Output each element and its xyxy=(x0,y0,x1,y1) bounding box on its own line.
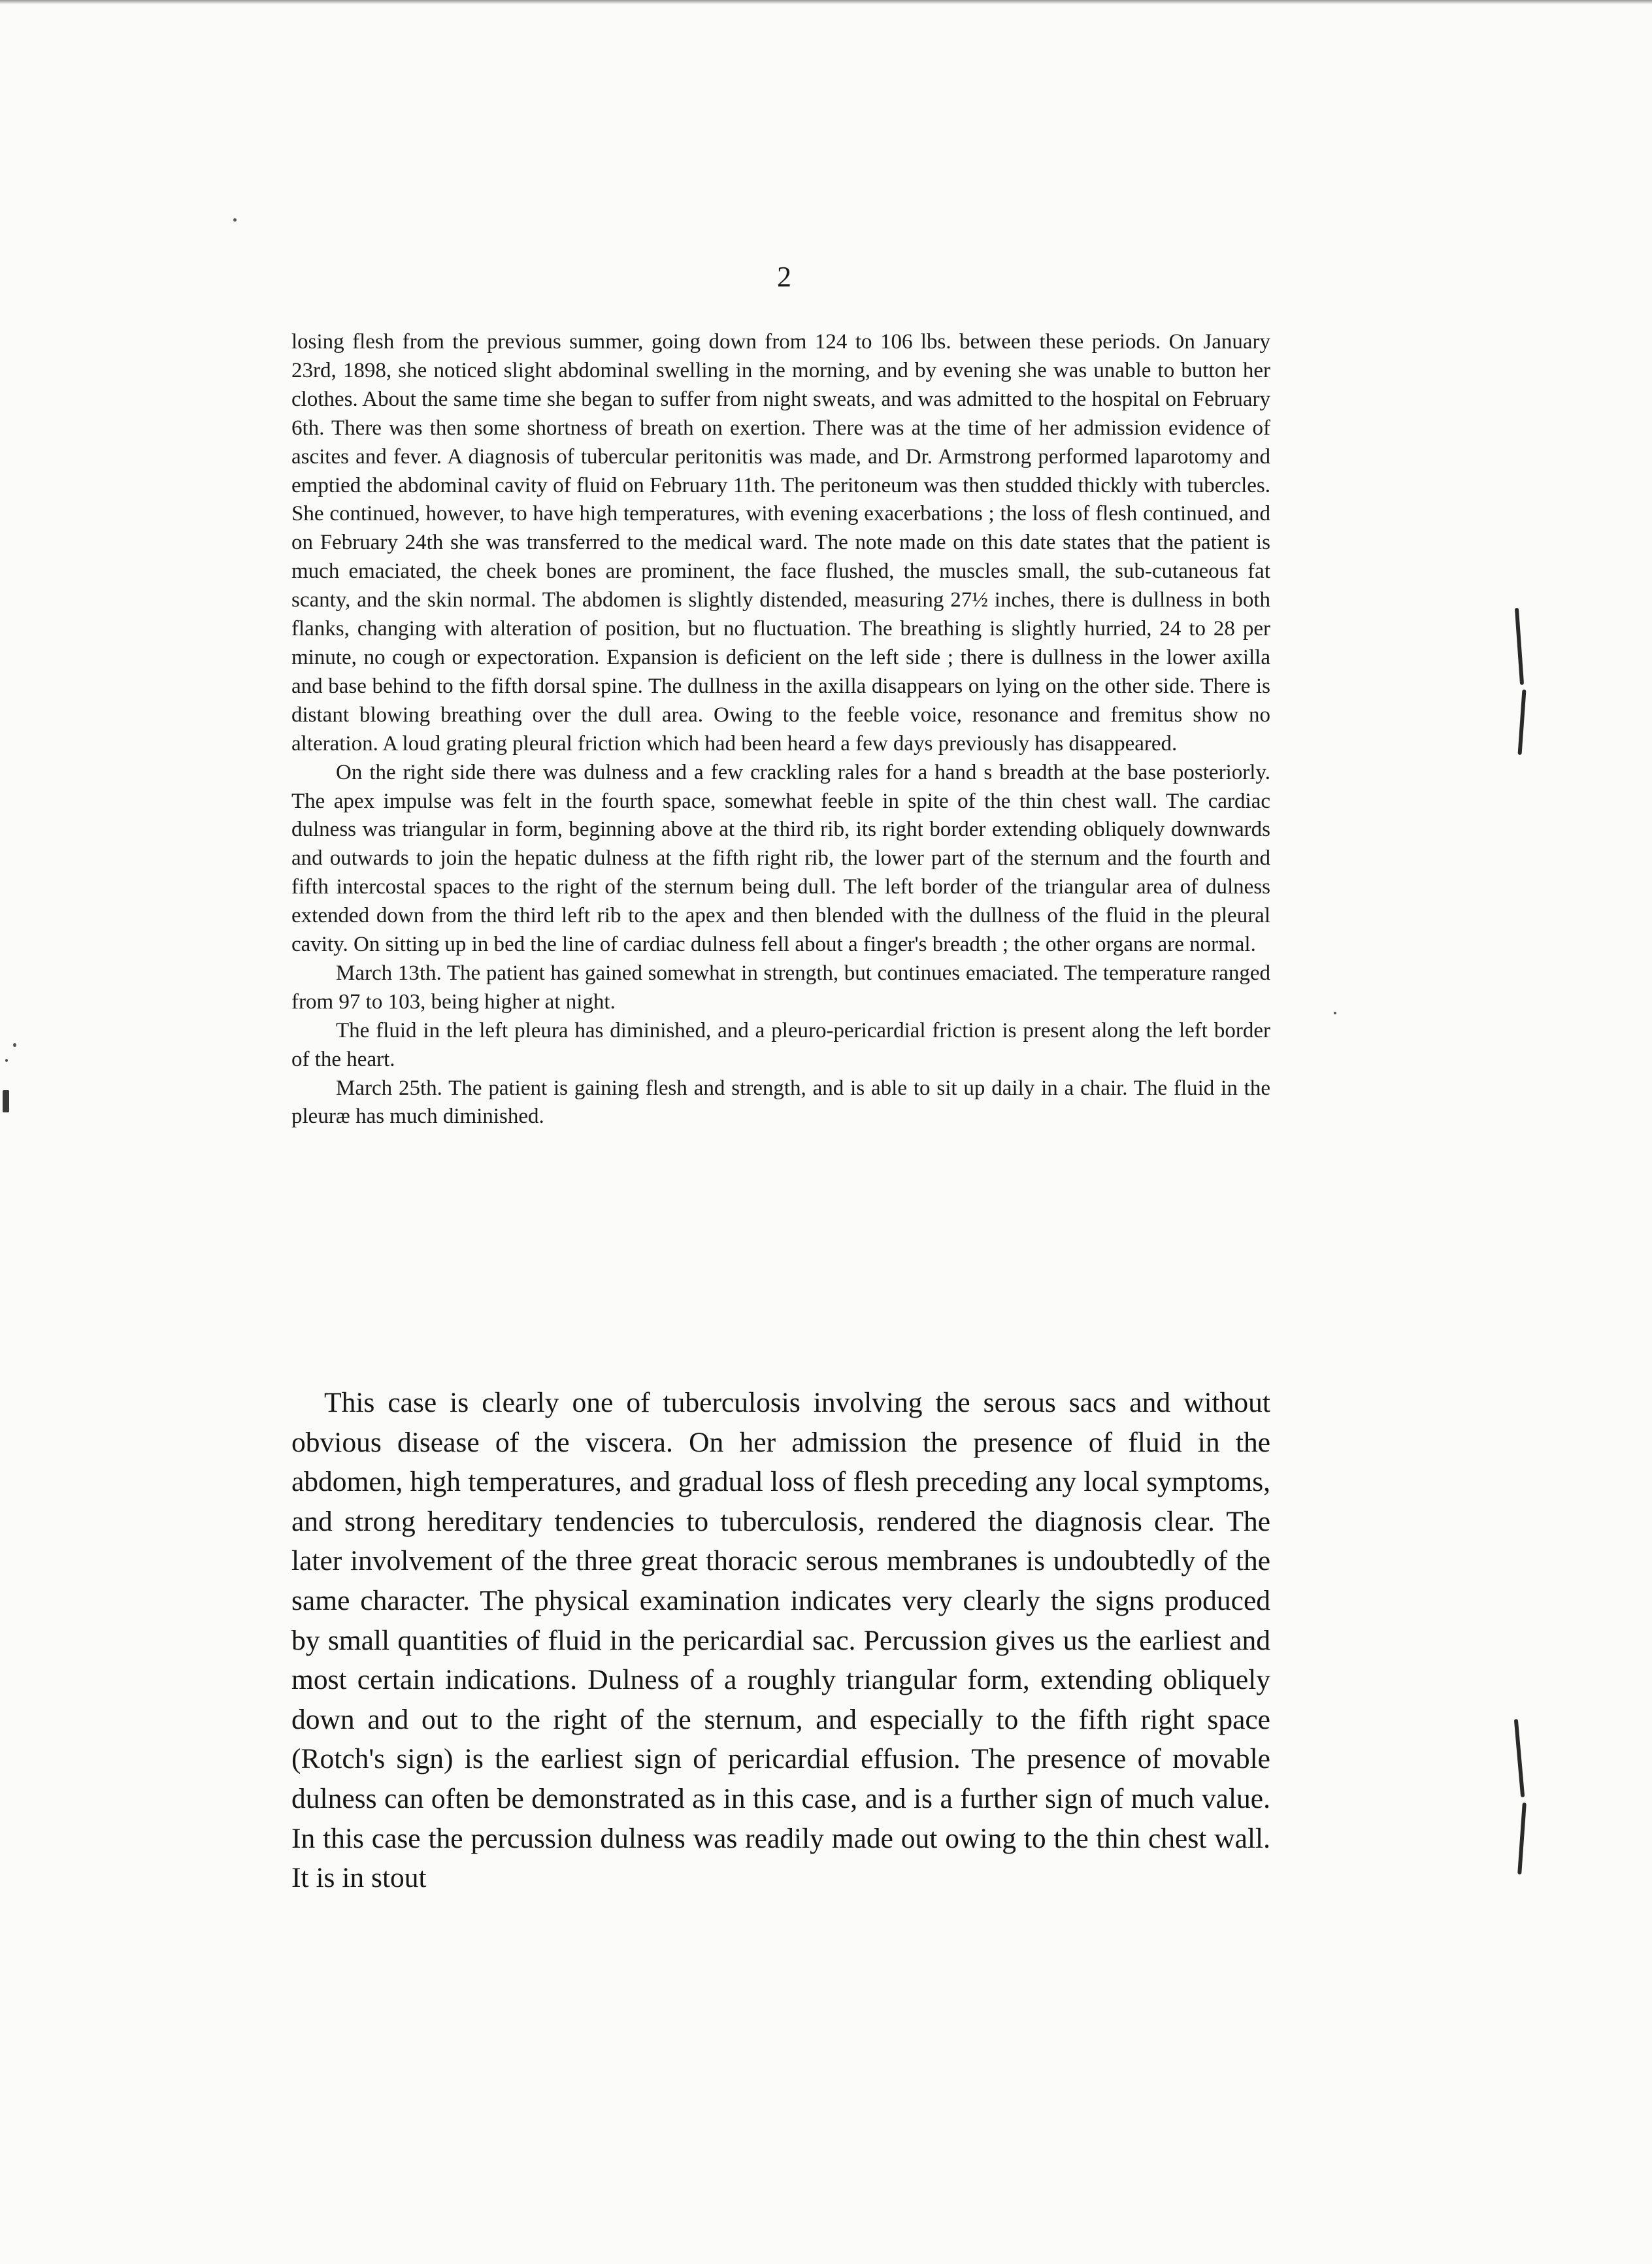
left-edge-speck xyxy=(13,1043,16,1047)
page-number: 2 xyxy=(777,261,791,293)
case-report-section xyxy=(291,328,1270,1131)
margin-mark-lower-bottom xyxy=(1517,1803,1527,1874)
scan-top-edge xyxy=(0,0,1652,4)
page-speck xyxy=(233,218,237,222)
margin-mark-lower-top xyxy=(1514,1719,1525,1797)
page-speck xyxy=(1334,1012,1336,1014)
left-edge-mark xyxy=(3,1090,9,1112)
case-paragraph-march-25: March 25th. The patient is gaining flesh and strength, and is able to sit up daily in a chair. The fluid in the pleuræ has much diminished. xyxy=(291,1076,1270,1129)
commentary-paragraph: This case is clearly one of tuberculosis involving the serous sacs and without obvious disease of the viscera. On her admission the presence of fluid in the abdomen, high temperatures, and gradual loss of flesh preceding any local symptoms, and strong hereditary tendencies to tuberculosis, rendered the diagnosis clear. The later involvement of the three great thoracic serous membranes is undoubtedly of the same character. The physical examination indicates very clearly the signs produced by small quantities of fluid in the pericardial sac. Percussion gives us the earliest and most certain indications. Dulness of a roughly triangular form, extending obliquely down and out to the right of the sternum, and especially to the fifth right space (Rotch's sign) is the earliest sign of pericardial effusion. The presence of movable dulness can often be demonstrated as in this case, and is a further sign of much value. In this case the percussion dulness was readily made out owing to the thin chest wall. It is in stout xyxy=(291,1387,1270,1894)
margin-mark-upper-top xyxy=(1515,608,1524,685)
case-paragraph-pleura-fluid: The fluid in the left pleura has diminished, and a pleuro-pericardial friction is present along the left border of the heart. xyxy=(291,1018,1270,1071)
margin-mark-upper-bottom xyxy=(1518,690,1527,755)
case-paragraph-history: losing flesh from the previous summer, going down from 124 to 106 lbs. between these periods. On January 23rd, 1898, she noticed slight abdominal swelling in the morning, and by evening she was unable to button her clothes. About the same time she began to suffer from night sweats, and was admitted to the hospital on February 6th. There was then some shortness of breath on exertion. There was at the time of her admission evidence of ascites and fever. A diagnosis of tubercular peritonitis was made, and Dr. Armstrong performed laparotomy and emptied the abdominal cavity of fluid on February 11th. The peritoneum was then studded thickly with tubercles. She continued, however, to have high temperatures, with evening exacerbations ; the loss of flesh continued, and on February 24th she was transferred to the medical ward. The note made on this date states that the patient is much emaciated, the cheek bones are prominent, the face flushed, the muscles small, the sub-cutaneous fat scanty, and the skin normal. The abdomen is slightly distended, measuring 27½ inches, there is dullness in both flanks, changing with alteration of position, but no fluctuation. The breathing is slightly hurried, 24 to 28 per minute, no cough or expectoration. Expansion is deficient on the left side ; there is dullness in the lower axilla and base behind to the fifth dorsal spine. The dullness in the axilla disappears on lying on the other side. There is distant blowing breathing over the dull area. Owing to the feeble voice, resonance and fremitus show no alteration. A loud grating pleural friction which had been heard a few days previously has disappeared. xyxy=(291,330,1270,756)
commentary-section xyxy=(291,1383,1270,1898)
case-paragraph-march-13: March 13th. The patient has gained somewhat in strength, but continues emaciated. The temperature ranged from 97 to 103, being higher at night. xyxy=(291,961,1270,1014)
left-edge-speck xyxy=(5,1059,8,1062)
case-paragraph-right-side: On the right side there was dulness and a few crackling rales for a hand s breadth at the base posteriorly. The apex impulse was felt in the fourth space, somewhat feeble in spite of the thin chest wall. The cardiac dulness was triangular in form, beginning above at the third rib, its right border extending obliquely downwards and outwards to join the hepatic dulness at the fifth right rib, the lower part of the sternum and the fourth and fifth intercostal spaces to the right of the sternum being dull. The left border of the triangular area of dulness extended down from the third left rib to the apex and then blended with the dullness of the fluid in the pleural cavity. On sitting up in bed the line of cardiac dulness fell about a finger's breadth ; the other organs are normal. xyxy=(291,760,1270,957)
